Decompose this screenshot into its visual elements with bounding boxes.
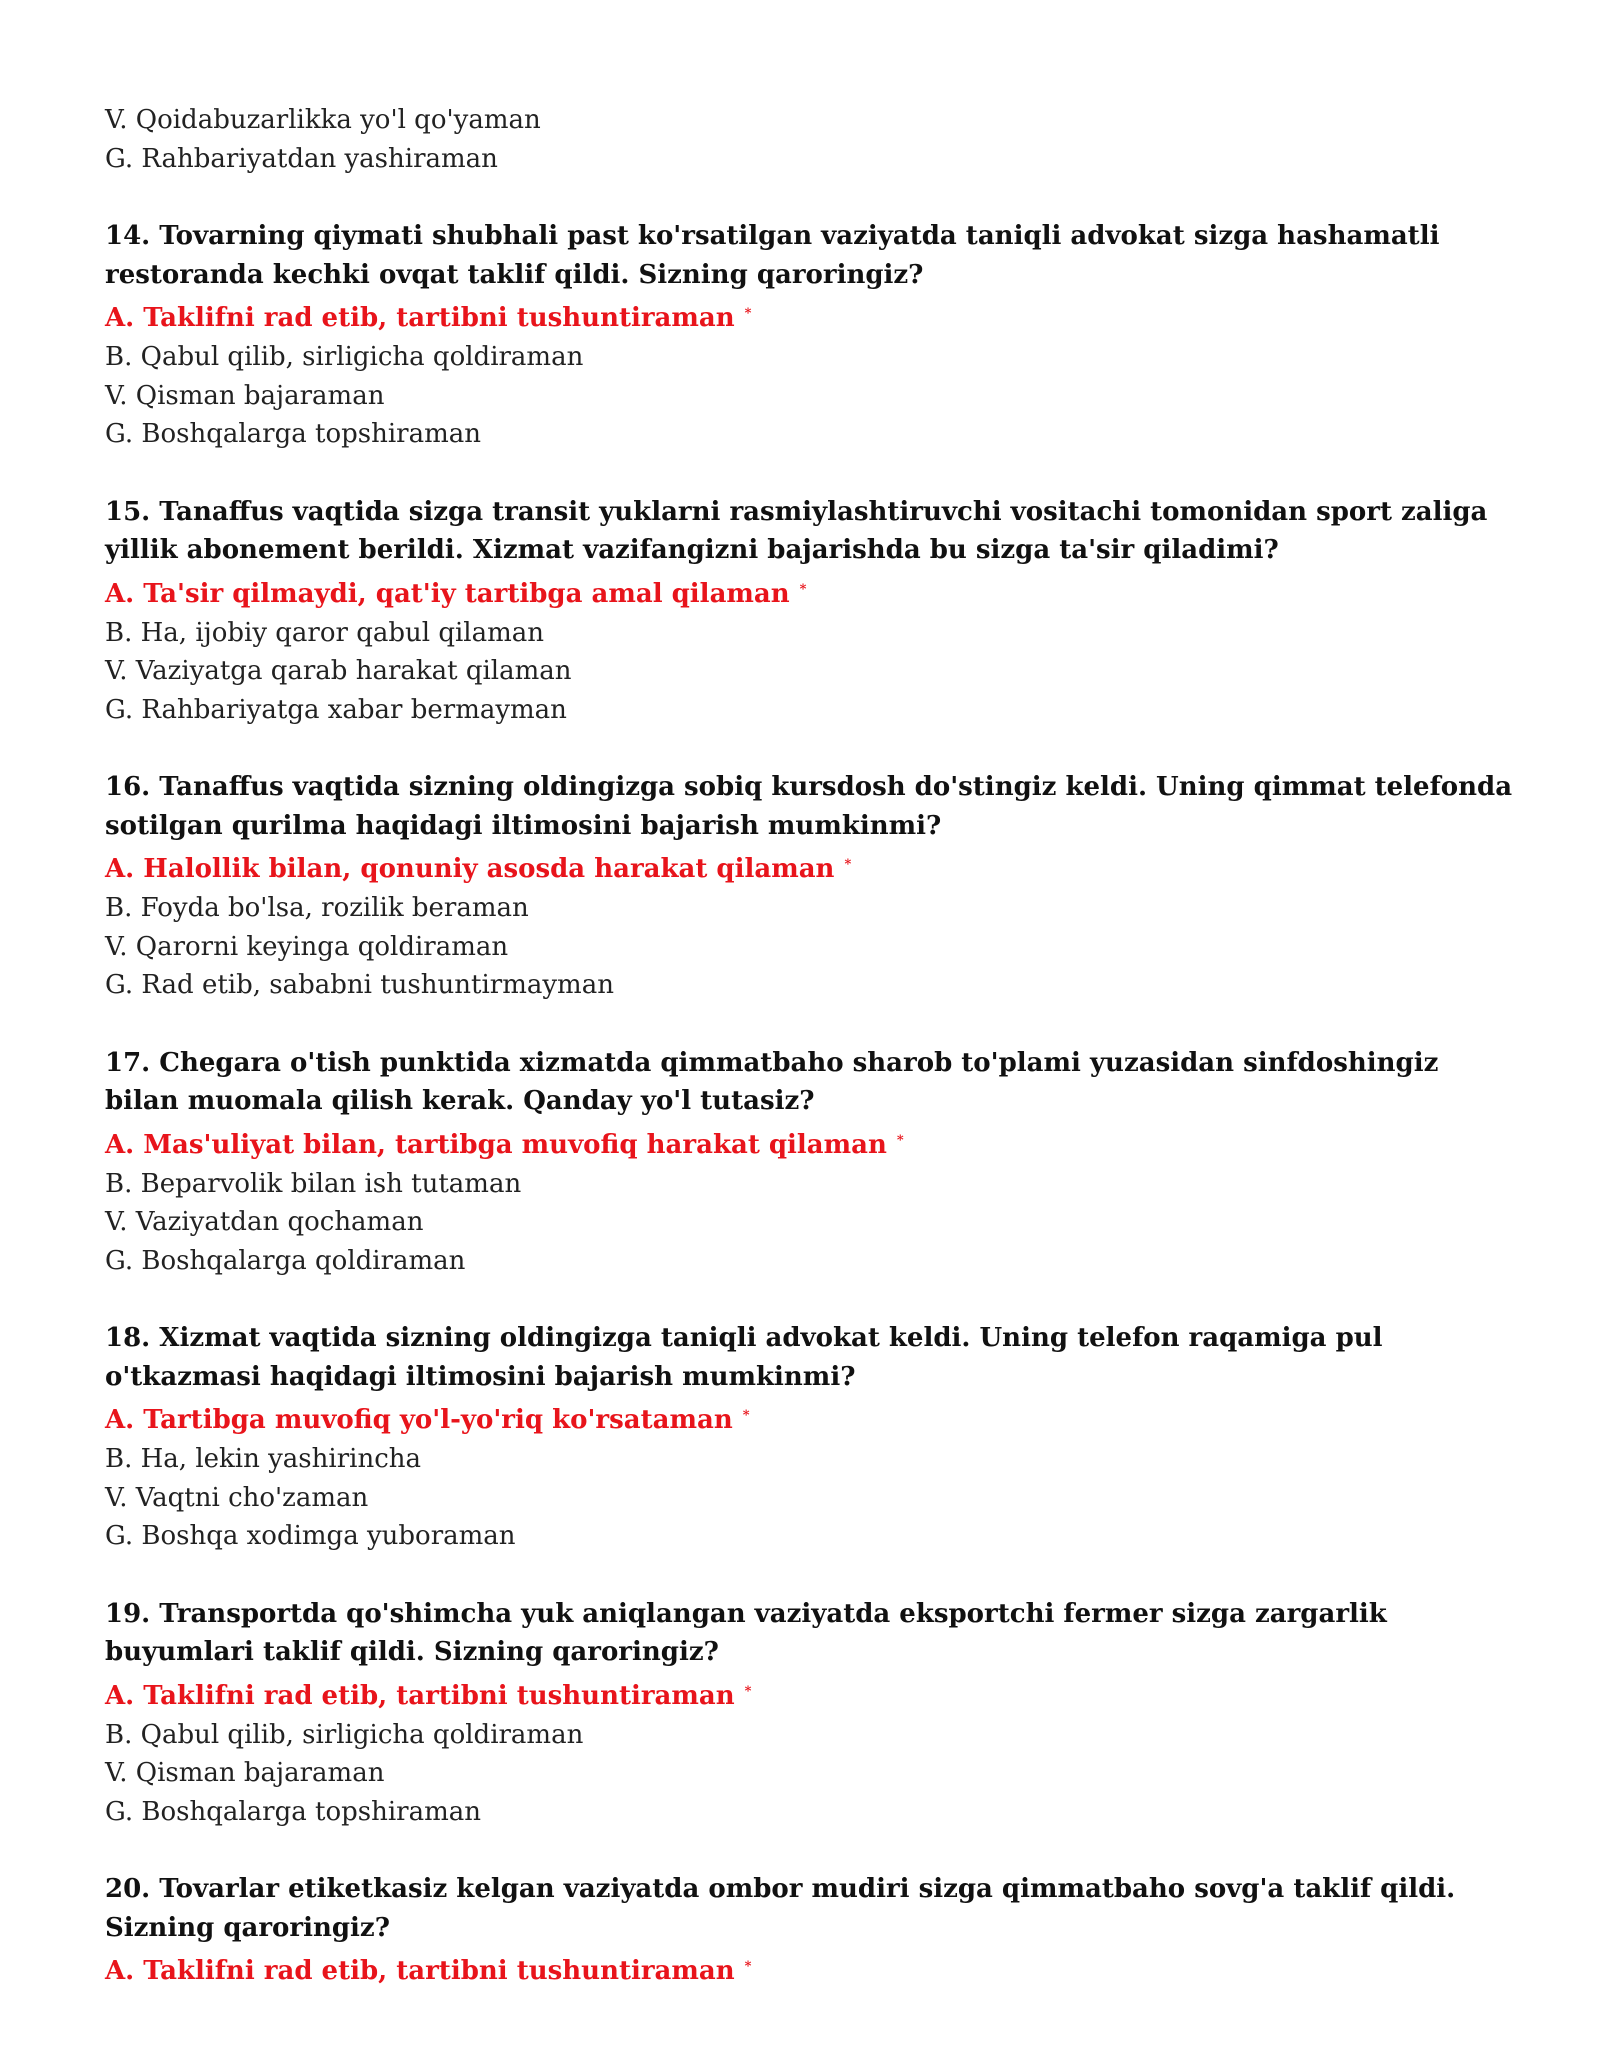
correct-answer-text: A. Tartibga muvofiq yo'l-yo'riq ko'rsataman [105,1405,733,1435]
option-item: G. Rahbariyatdan yashiraman [105,143,498,174]
option-item: G. Rad etib, sababni tushuntirmayman [105,970,614,1000]
correct-answer-text: A. Mas'uliyat bilan, tartibga muvofiq harakat qilaman [105,1129,887,1160]
option-item: B. Foyda bo'lsa, rozilik beraman [105,893,529,923]
correct-marker-asterisk: * [896,1132,904,1148]
correct-answer-text: A. Halollik bilan, qonuniy asosda harakat qilaman [105,854,835,884]
option-item: V. Qisman bajaraman [105,380,385,411]
correct-marker-asterisk: * [744,306,752,321]
option-item: B. Ha, ijobiy qaror qabul qilaman [105,617,544,648]
correct-marker-asterisk: * [844,857,852,872]
option-item: V. Vaziyatdan qochaman [105,1207,424,1237]
option-item: G. Boshqalarga topshiraman [105,419,481,449]
option-item: V. Vaqtni cho'zaman [105,1482,369,1513]
correct-answer [105,845,1520,889]
question-block [105,768,1520,1005]
question-text: 16. Tanaffus vaqtida sizning oldingizga sobiq kursdosh do'stingiz keldi. Uning qimmat telefonda sotilgan qurilma haqidagi iltimosini bajarish mumkinmi? [105,772,1513,841]
option-item: G. Rahbariyatga xabar bermayman [105,694,567,725]
option-item: V. Vaziyatga qarab harakat qilaman [105,656,572,686]
correct-answer [105,1121,1520,1165]
option-item: V. Qarorni keyinga qoldiraman [105,931,509,962]
correct-answer [105,1396,1520,1440]
correct-marker-asterisk: * [744,1959,752,1974]
option-item: G. Boshqalarga qoldiraman [105,1245,466,1276]
question-block [105,1870,1520,1991]
question-text: 15. Tanaffus vaqtida sizga transit yuklarni rasmiylashtiruvchi vositachi tomonidan sport zaliga yillik abonement berildi. Xizmat vazifangizni bajarishda bu sizga ta'sir qiladimi? [105,496,1488,565]
question-text: 20. Tovarlar etiketkasiz kelgan vaziyatda ombor mudiri sizga qimmatbaho sovg'a taklif qildi. Sizning qaroringiz? [105,1874,1456,1943]
option-item: G. Boshqa xodimga yuboraman [105,1521,516,1551]
question-block [105,1044,1520,1281]
question-block [105,217,1520,454]
question-text: 14. Tovarning qiymati shubhali past ko'rsatilgan vaziyatda taniqli advokat sizga hashamatli restoranda kechki ovqat taklif qildi. Sizning qaroringiz? [105,221,1440,290]
option-item: B. Qabul qilib, sirligicha qoldiraman [105,342,584,372]
correct-answer-text: A. Taklifni rad etib, tartibni tushuntiraman [105,303,735,333]
question-block [105,493,1520,730]
correct-marker-asterisk: * [744,1683,752,1699]
option-item: B. Qabul qilib, sirligicha qoldiraman [105,1719,584,1750]
correct-answer [105,570,1520,614]
correct-marker-asterisk: * [799,581,807,597]
option-item: V. Qoidabuzarlikka yo'l qo'yaman [105,105,541,135]
option-item: G. Boshqalarga topshiraman [105,1796,481,1827]
question-block [105,1595,1520,1832]
question-text: 19. Transportda qo'shimcha yuk aniqlangan vaziyatda eksportchi fermer sizga zargarlik buyumlari taklif qildi. Sizning qaroringiz? [105,1598,1387,1667]
correct-answer-text: A. Taklifni rad etib, tartibni tushuntiraman [105,1956,735,1986]
correct-answer-text: A. Ta'sir qilmaydi, qat'iy tartibga amal qilaman [105,578,790,609]
correct-answer [105,1672,1520,1716]
option-item: V. Qisman bajaraman [105,1758,385,1788]
previous-question-options [105,101,1520,178]
correct-answer-text: A. Taklifni rad etib, tartibni tushuntiraman [105,1680,735,1711]
question-text: 17. Chegara o'tish punktida xizmatda qimmatbaho sharob to'plami yuzasidan sinfdoshingiz bilan muomala qilish kerak. Qanday yo'l tutasiz? [105,1047,1439,1116]
question-list [105,217,1520,1991]
question-text: 18. Xizmat vaqtida sizning oldingizga taniqli advokat keldi. Uning telefon raqamiga pul o'tkazmasi haqidagi iltimosini bajarish mumkinmi? [105,1323,1383,1392]
question-block [105,1319,1520,1556]
option-item: B. Beparvolik bilan ish tutaman [105,1168,522,1199]
correct-answer [105,294,1520,338]
correct-marker-asterisk: * [742,1408,750,1423]
correct-answer [105,1947,1520,1991]
option-item: B. Ha, lekin yashirincha [105,1444,422,1474]
